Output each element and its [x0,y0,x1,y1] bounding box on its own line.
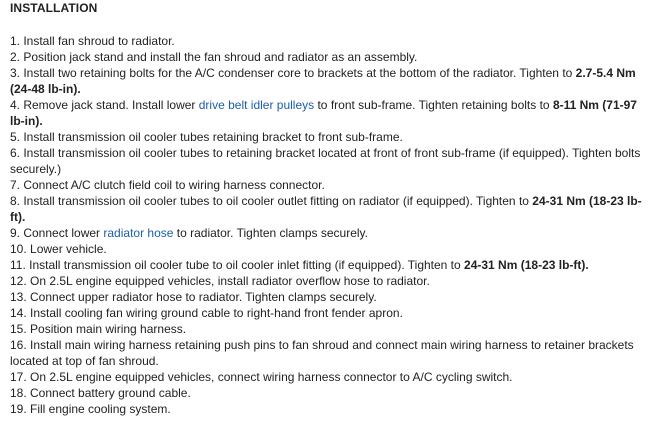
step-number: 10. [10,242,31,256]
step-number: 9. [10,226,24,240]
step-number: 12. [10,274,31,288]
step-text: Lower vehicle. [30,242,107,256]
step-text: Connect upper radiator hose to radiator. Tighten clamps securely. [30,290,377,304]
step-item [10,145,642,177]
step-number: 19. [10,402,31,416]
step-text: Install transmission oil cooler tube to oil cooler inlet fitting (if equipped). Tighten to [29,258,465,272]
step-number: 13. [10,290,31,304]
step-text: Connect A/C clutch field coil to wiring harness connector. [23,178,325,192]
step-text: to front sub-frame. Tighten retaining bolts to [314,98,553,112]
step-text: Fill engine cooling system. [30,402,171,416]
step-number: 8. [10,194,24,208]
step-text: Install transmission oil cooler tubes to retaining bracket located at front of front sub-frame (if equipped). Tighten bolts securely.) [10,146,641,176]
step-text: Remove jack stand. Install lower [23,98,199,112]
step-item [10,65,642,97]
step-item [10,369,642,385]
step-item [10,305,642,321]
step-number: 14. [10,306,31,320]
step-number: 7. [10,178,24,192]
step-number: 3. [10,66,24,80]
step-text: Install transmission oil cooler tubes retaining bracket to front sub-frame. [23,130,403,144]
step-number: 11. [10,258,30,272]
step-text: Connect battery ground cable. [30,386,191,400]
step-item [10,273,642,289]
torque-spec: 24-31 Nm (18-23 lb-ft). [464,258,589,272]
step-item [10,97,642,129]
step-item [10,225,642,241]
step-text: Install two retaining bolts for the A/C condenser core to brackets at the bottom of the radiator. Tighten to [23,66,576,80]
step-number: 1. [10,34,24,48]
step-number: 5. [10,130,24,144]
step-text: On 2.5L engine equipped vehicles, connect wiring harness connector to A/C cycling switch. [30,370,513,384]
step-text: Install cooling fan wiring ground cable to right-hand front fender apron. [30,306,403,320]
step-link[interactable]: radiator hose [103,226,174,240]
step-text: Install fan shroud to radiator. [23,34,175,48]
step-number: 2. [10,50,24,64]
step-number: 17. [10,370,31,384]
step-text: Position jack stand and install the fan shroud and radiator as an assembly. [23,50,418,64]
step-item [10,129,642,145]
step-item [10,321,642,337]
step-text: Install transmission oil cooler tubes to oil cooler outlet fitting on radiator (if equipped). Tighten to [23,194,533,208]
step-item [10,193,642,225]
step-item [10,401,642,417]
step-item [10,289,642,305]
step-item [10,177,642,193]
torque-spec: 8-11 Nm (71-97 lb-in). [10,98,637,128]
torque-spec: 24-31 Nm (18-23 lb-ft). [10,194,642,224]
step-item [10,385,642,401]
steps-list [10,33,642,417]
step-item [10,49,642,65]
step-number: 18. [10,386,31,400]
step-number: 4. [10,98,24,112]
step-text: to radiator. Tighten clamps securely. [173,226,368,240]
step-item [10,33,642,49]
step-number: 16. [10,338,31,352]
step-item [10,257,642,273]
step-number: 15. [10,322,31,336]
step-text: Position main wiring harness. [30,322,187,336]
step-text: Install main wiring harness retaining push pins to fan shroud and connect main wiring harness to retainer brackets located at top of fan shroud. [10,338,634,368]
step-item [10,337,642,369]
torque-spec: 2.7-5.4 Nm (24-48 lb-in). [10,66,636,96]
step-item [10,241,642,257]
step-link[interactable]: drive belt idler pulleys [198,98,315,112]
section-heading: INSTALLATION [10,1,98,15]
step-text: Connect lower [23,226,104,240]
step-text: On 2.5L engine equipped vehicles, install radiator overflow hose to radiator. [30,274,430,288]
step-number: 6. [10,146,24,160]
